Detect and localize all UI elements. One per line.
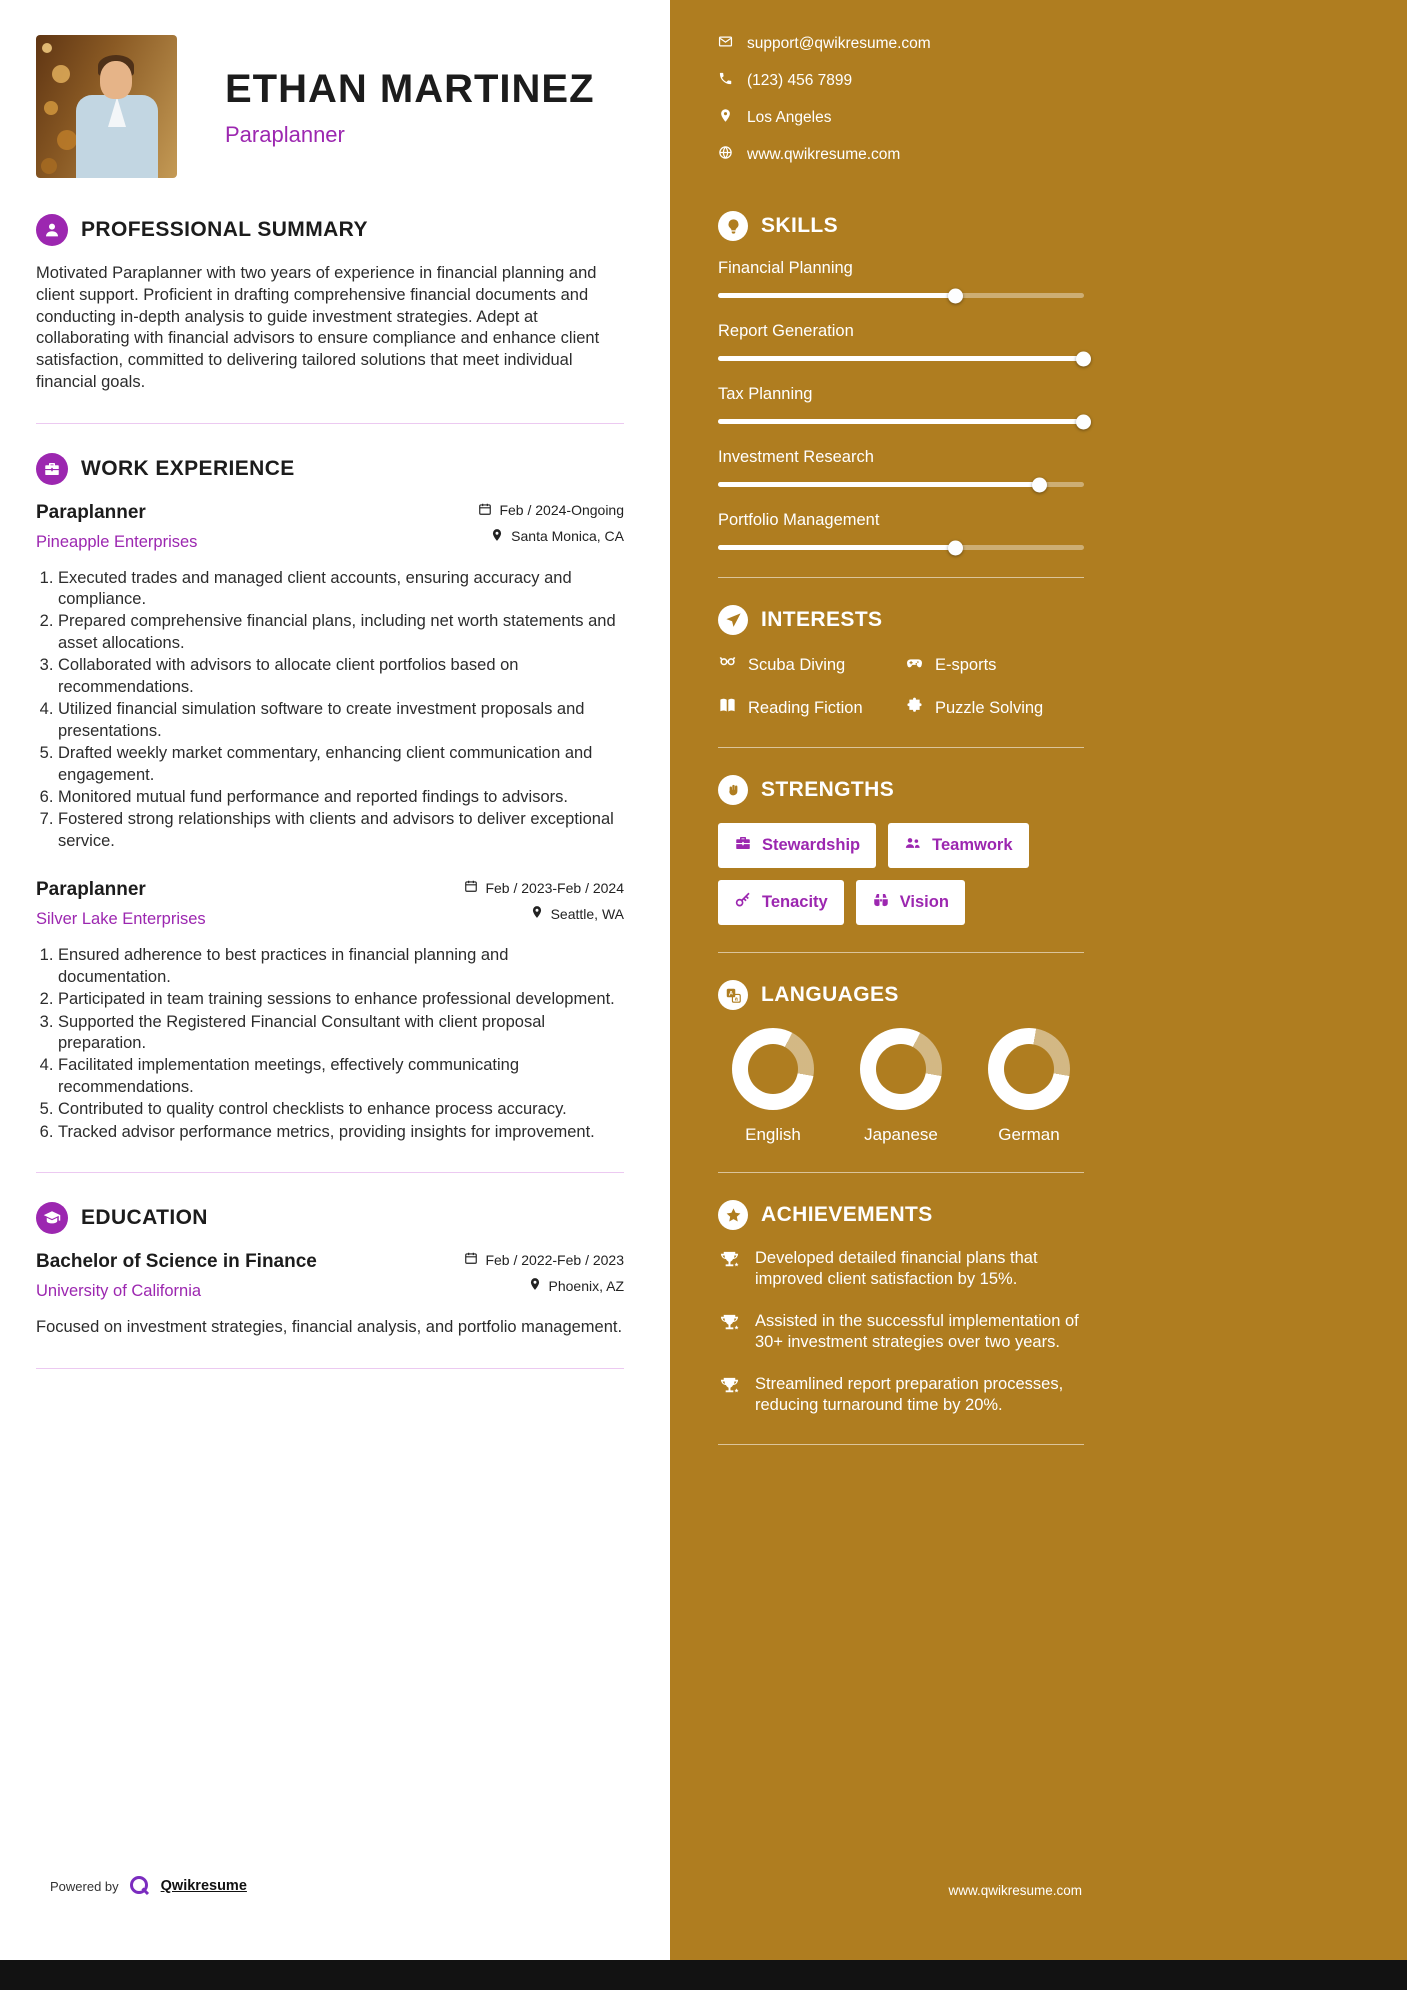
scuba-mask-icon (718, 653, 737, 677)
calendar-icon (464, 1251, 478, 1268)
interests-grid (718, 653, 1084, 720)
job-company: Silver Lake Enterprises (36, 910, 206, 929)
fist-icon (718, 775, 748, 805)
job-title-company (36, 502, 197, 552)
map-pin-icon (718, 108, 733, 128)
skills-heading (718, 211, 1084, 241)
skill-slider (718, 545, 1084, 550)
bullet-item: 4. Facilitated implementation meetings, effectively communicating recommendations. (58, 1055, 624, 1098)
section-divider (36, 1172, 624, 1173)
experience-title: WORK EXPERIENCE (81, 456, 295, 480)
skill-slider (718, 293, 1084, 298)
binoculars-icon (872, 891, 890, 914)
bullet-item: 5. Drafted weekly market commentary, enhancing client communication and engagement. (58, 743, 624, 786)
job-dates: Feb / 2023-Feb / 2024 (485, 879, 624, 896)
bullet-item: 3. Supported the Registered Financial Consultant with client proposal preparation. (58, 1012, 624, 1055)
achievement-item (718, 1248, 1084, 1291)
contact-website-value: www.qwikresume.com (747, 146, 901, 163)
job-entry (36, 879, 624, 1143)
languages-heading (718, 980, 1084, 1010)
skills-title: SKILLS (761, 214, 839, 237)
bullet-item: 1. Ensured adherence to best practices in financial planning and documentation. (58, 945, 624, 988)
achievements-heading (718, 1200, 1084, 1230)
strengths-title: STRENGTHS (761, 778, 895, 801)
interests-section (718, 605, 1084, 720)
strength-label: Tenacity (762, 893, 828, 911)
education-meta (464, 1251, 624, 1303)
bullet-item: 1. Executed trades and managed client accounts, ensuring accuracy and compliance. (58, 568, 624, 611)
sidebar-divider (718, 1444, 1084, 1445)
skill-knob (1076, 351, 1091, 366)
graduation-cap-icon (36, 1202, 68, 1234)
achievement-text: Streamlined report preparation processes, reducing turnaround time by 20%. (755, 1374, 1064, 1415)
main-column (0, 0, 670, 1960)
job-entry (36, 502, 624, 853)
skill-item (718, 448, 1084, 487)
education-section (36, 1202, 624, 1339)
sidebar-divider (718, 577, 1084, 578)
bullet-item: 2. Prepared comprehensive financial plans, including net worth statements and asset allocations. (58, 611, 624, 654)
contact-phone-value: (123) 456 7899 (747, 72, 853, 89)
profile-photo (36, 35, 177, 178)
contact-location (718, 108, 1084, 128)
language-item (846, 1028, 956, 1145)
strength-chip (856, 880, 965, 925)
book-icon (718, 696, 737, 720)
skill-name: Portfolio Management (718, 511, 880, 529)
experience-heading (36, 453, 624, 485)
job-title: Paraplanner (36, 501, 146, 523)
education-location-row (464, 1277, 624, 1294)
job-location: Santa Monica, CA (511, 528, 624, 545)
interest-label: E-sports (935, 655, 997, 674)
bullet-item: 3. Collaborated with advisors to allocate client portfolios based on recommendations. (58, 655, 624, 698)
skill-fill (718, 293, 956, 298)
language-donut-chart (732, 1028, 814, 1110)
bullet-item: 5. Contributed to quality control checklists to enhance process accuracy. (58, 1099, 624, 1120)
language-item (974, 1028, 1084, 1145)
strength-label: Teamwork (932, 836, 1013, 854)
section-divider (36, 423, 624, 424)
svg-text:a: a (734, 995, 738, 1002)
education-description: Focused on investment strategies, financial analysis, and portfolio management. (36, 1318, 623, 1337)
team-icon (904, 834, 922, 857)
school-name: University of California (36, 1282, 202, 1301)
job-dates-row (464, 879, 624, 896)
education-heading (36, 1202, 624, 1234)
achievement-text: Assisted in the successful implementation of 30+ investment strategies over two years. (755, 1311, 1079, 1352)
job-company: Pineapple Enterprises (36, 532, 198, 551)
sidebar-divider (718, 952, 1084, 953)
calendar-icon (464, 879, 478, 896)
summary-section (36, 214, 624, 394)
job-bullet-list (36, 945, 624, 1143)
skill-fill (718, 545, 956, 550)
summary-text: Motivated Paraplanner with two years of experience in financial planning and client support. Proficient in drafting comprehensive financial documents and conducting in-depth analysis to guide investment strategies. Adept at collaborating with financial advisors to ensure compliance and enhance client satisfaction, committed to delivering tailored solutions that meet individual financial goals. (36, 264, 600, 391)
bullet-item: 4. Utilized financial simulation software to create investment proposals and presentations. (58, 699, 624, 742)
resume-header (36, 35, 624, 178)
briefcase-icon (36, 453, 68, 485)
skill-slider (718, 356, 1084, 361)
languages-section (718, 980, 1084, 1145)
interest-item (718, 653, 897, 677)
paper-plane-icon (718, 605, 748, 635)
skill-knob (1032, 477, 1047, 492)
qwikresume-brand-link[interactable]: Qwikresume (160, 1878, 247, 1894)
contact-email[interactable] (718, 34, 1084, 54)
interest-label: Scuba Diving (748, 655, 846, 674)
degree-name: Bachelor of Science in Finance (36, 1251, 317, 1273)
job-meta (478, 502, 624, 554)
key-icon (734, 891, 752, 914)
phone-icon (718, 71, 733, 91)
strength-chip (718, 823, 876, 868)
education-dates: Feb / 2022-Feb / 2023 (485, 1251, 624, 1268)
qwikresume-logo-icon (128, 1874, 152, 1898)
education-dates-row (464, 1251, 624, 1268)
strengths-heading (718, 775, 1084, 805)
interest-item (905, 653, 1084, 677)
candidate-title: Paraplanner (225, 122, 345, 147)
contact-phone[interactable] (718, 71, 1084, 91)
experience-section (36, 453, 624, 1144)
skill-name: Financial Planning (718, 259, 853, 277)
game-controller-icon (905, 653, 924, 677)
skill-knob (1076, 414, 1091, 429)
language-label: German (998, 1125, 1060, 1144)
interest-item (718, 696, 897, 720)
photo-background (42, 43, 52, 53)
svg-text:A: A (728, 990, 733, 997)
strength-chip (718, 880, 844, 925)
degree-school (36, 1251, 317, 1301)
sidebar-divider (718, 747, 1084, 748)
powered-by-label: Powered by (50, 1878, 119, 1894)
summary-heading (36, 214, 624, 246)
job-header (36, 879, 624, 931)
skill-knob (948, 288, 963, 303)
achievement-item (718, 1374, 1084, 1417)
contact-location-value: Los Angeles (747, 109, 832, 126)
languages-title: LANGUAGES (761, 983, 899, 1006)
map-pin-icon (530, 905, 544, 922)
medal-icon (718, 1249, 741, 1291)
language-item (718, 1028, 828, 1145)
contact-section (718, 34, 1084, 165)
strength-chip (888, 823, 1028, 868)
powered-by (50, 1874, 247, 1898)
skill-slider (718, 419, 1084, 424)
achievement-item (718, 1311, 1084, 1354)
candidate-name: ETHAN MARTINEZ (225, 67, 595, 111)
education-location: Phoenix, AZ (548, 1277, 624, 1294)
calendar-icon (478, 502, 492, 519)
skill-item (718, 385, 1084, 424)
page-bottom-bar (0, 1960, 1407, 1990)
job-header (36, 502, 624, 554)
interests-title: INTERESTS (761, 608, 883, 631)
language-donut-chart (988, 1028, 1070, 1110)
person-icon (36, 214, 68, 246)
interest-label: Reading Fiction (748, 698, 863, 717)
skill-fill (718, 482, 1040, 487)
briefcase-icon (734, 834, 752, 857)
translate-icon (718, 980, 748, 1010)
job-bullet-list (36, 568, 624, 853)
skill-item (718, 511, 1084, 550)
bullet-item: 6. Monitored mutual fund performance and reported findings to advisors. (58, 787, 624, 808)
envelope-icon (718, 34, 733, 54)
skill-fill (718, 419, 1084, 424)
language-donut-chart (860, 1028, 942, 1110)
lightbulb-icon (718, 211, 748, 241)
map-pin-icon (490, 528, 504, 545)
summary-title: PROFESSIONAL SUMMARY (81, 218, 368, 241)
section-divider (36, 1368, 624, 1369)
achievements-title: ACHIEVEMENTS (761, 1203, 933, 1226)
achievements-section (718, 1200, 1084, 1417)
globe-icon (718, 145, 733, 165)
job-dates: Feb / 2024-Ongoing (499, 502, 624, 519)
education-title: EDUCATION (81, 1206, 208, 1230)
contact-email-value: support@qwikresume.com (747, 35, 931, 52)
strength-label: Stewardship (762, 836, 861, 854)
star-icon (718, 1200, 748, 1230)
job-location-row (478, 528, 624, 545)
bullet-item: 2. Participated in team training sessions to enhance professional development. (58, 989, 624, 1010)
achievement-text: Developed detailed financial plans that improved client satisfaction by 15%. (755, 1249, 1038, 1289)
name-block (225, 35, 595, 148)
job-location-row (464, 905, 624, 922)
sidebar (670, 0, 1407, 1960)
medal-icon (718, 1312, 741, 1354)
sidebar-content (718, 34, 1084, 1445)
strengths-section (718, 775, 1084, 925)
interest-label: Puzzle Solving (935, 698, 1044, 717)
strength-label: Vision (899, 893, 949, 911)
skill-fill (718, 356, 1084, 361)
skill-name: Report Generation (718, 322, 854, 340)
job-dates-row (478, 502, 624, 519)
skills-section (718, 211, 1084, 550)
skill-slider (718, 482, 1084, 487)
photo-face (100, 61, 132, 99)
skill-name: Tax Planning (718, 385, 813, 403)
skill-name: Investment Research (718, 448, 874, 466)
language-label: English (745, 1125, 801, 1144)
sidebar-divider (718, 1172, 1084, 1173)
job-title: Paraplanner (36, 879, 146, 901)
job-location: Seattle, WA (550, 905, 624, 922)
language-label: Japanese (864, 1125, 938, 1144)
interests-heading (718, 605, 1084, 635)
puzzle-icon (905, 696, 924, 720)
job-title-company (36, 879, 206, 929)
map-pin-icon (528, 1277, 542, 1294)
sidebar-website-link[interactable]: www.qwikresume.com (948, 1883, 1082, 1898)
skill-item (718, 259, 1084, 298)
skill-item (718, 322, 1084, 361)
job-meta (464, 879, 624, 931)
bullet-item: 6. Tracked advisor performance metrics, providing insights for improvement. (58, 1122, 624, 1143)
contact-website[interactable] (718, 145, 1084, 165)
languages-grid (718, 1028, 1084, 1145)
bullet-item: 7. Fostered strong relationships with clients and advisors to deliver exceptional service. (58, 809, 624, 852)
medal-icon (718, 1375, 741, 1417)
interest-item (905, 696, 1084, 720)
education-header (36, 1251, 624, 1303)
skill-knob (948, 540, 963, 555)
strengths-grid (718, 823, 1058, 925)
